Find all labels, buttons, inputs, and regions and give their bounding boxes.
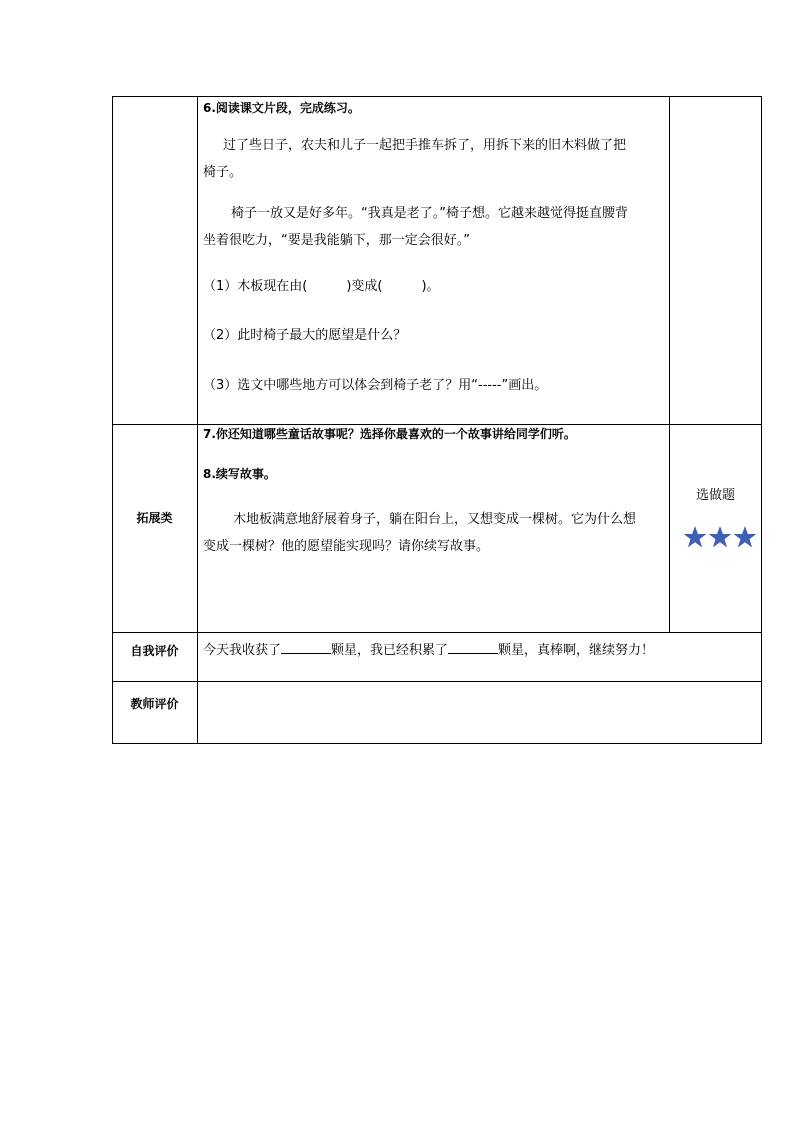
table-border-bottom — [112, 743, 762, 744]
passage-3-line-1: 木地板满意地舒展着身子，躺在阳台上，又想变成一棵树。它为什么想 — [233, 512, 637, 527]
optional-cell — [670, 425, 761, 632]
category-label: 拓展类 — [136, 511, 173, 525]
earned-stars-blank[interactable] — [281, 639, 331, 654]
star-rating — [683, 525, 758, 551]
self-evaluation-sentence — [203, 639, 654, 660]
extension-cell — [198, 425, 669, 632]
self-evaluation-text-a: 今天我收获了 — [203, 643, 282, 658]
star-icon — [708, 525, 732, 549]
total-stars-blank[interactable] — [448, 639, 498, 654]
worksheet-table — [112, 96, 762, 744]
self-evaluation-cell — [198, 633, 761, 681]
sub-question-3: （3）选文中哪些地方可以体会到椅子老了？用“-----”画出。 — [203, 378, 548, 393]
question-8-title: 8.续写故事。 — [203, 467, 276, 481]
optional-label: 选做题 — [695, 488, 735, 503]
self-evaluation-text-c: 颗星，真棒啊，继续努力！ — [498, 643, 655, 658]
passage-1-line-2: 椅子。 — [203, 165, 243, 180]
star-icon — [683, 525, 707, 549]
question-6-title: 6.阅读课文片段，完成练习。 — [203, 101, 360, 115]
teacher-evaluation-label: 教师评价 — [130, 697, 179, 711]
star-icon — [733, 525, 757, 549]
teacher-evaluation-cell[interactable] — [198, 682, 761, 743]
self-evaluation-text-b: 颗星，我已经积累了 — [331, 643, 449, 658]
passage-2-line-1: 椅子一放又是好多年。“我真是老了。”椅子想。它越来越觉得挺直腰背 — [231, 206, 628, 221]
passage-2-line-2: 坐着很吃力，“要是我能躺下，那一定会很好。” — [203, 233, 470, 248]
sub-question-1: （1）木板现在由( )变成( )。 — [203, 279, 440, 294]
sub-question-2: （2）此时椅子最大的愿望是什么？ — [203, 328, 407, 343]
question-7: 7.你还知道哪些童话故事呢？选择你最喜欢的一个故事讲给同学们听。 — [203, 427, 576, 441]
table-border-right — [761, 96, 762, 744]
passage-1-line-1: 过了些日子，农夫和儿子一起把手推车拆了，用拆下来的旧木料做了把 — [223, 138, 627, 153]
passage-3-line-2: 变成一棵树？他的愿望能实现吗？请你续写故事。 — [203, 539, 490, 554]
reading-exercise-cell — [198, 97, 669, 424]
self-evaluation-label: 自我评价 — [130, 644, 179, 658]
